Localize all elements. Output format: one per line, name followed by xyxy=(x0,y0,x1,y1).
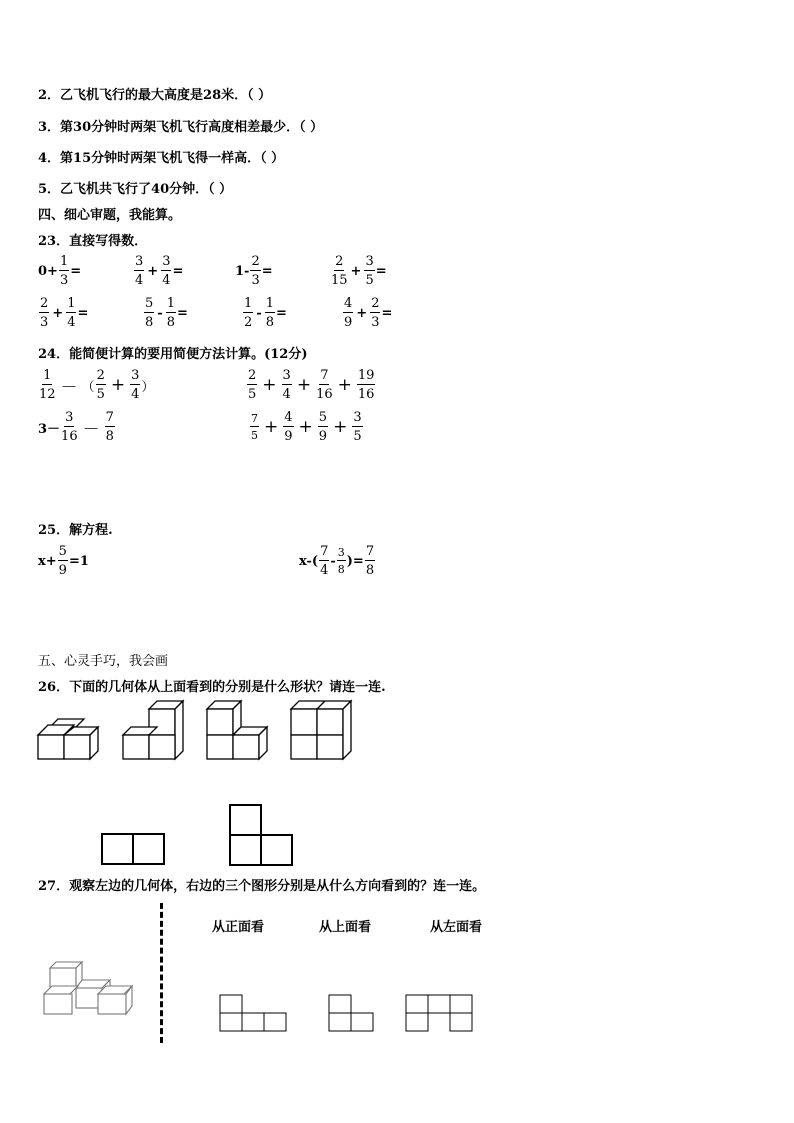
fraction: $\frac{4}{9}$ xyxy=(344,296,353,330)
fraction: $\frac{1}{12}$ xyxy=(39,368,56,402)
judge-item-2: 2．乙飞机飞行的最大高度是28米．（ ） xyxy=(38,88,272,103)
fraction: $\frac{3}{5}$ xyxy=(353,410,362,444)
q23-r1-c: 1- $\frac{2}{3}$ = xyxy=(235,254,273,288)
fraction: $\frac{3}{4}$ xyxy=(162,254,171,288)
fraction: $\frac{2}{15}$ xyxy=(331,254,348,288)
q25-title: 25．解方程. xyxy=(38,523,113,538)
q27-solid xyxy=(42,958,140,1018)
fraction: $\frac{2}{3}$ xyxy=(371,296,380,330)
q27-label-front: 从正面看 xyxy=(212,920,265,935)
fraction: $\frac{7}{5}$ xyxy=(251,412,258,442)
q24-expr-2: $\frac{2}{5}$ + $\frac{3}{4}$ + $\frac{7}{16}$ + $\frac{19}{16}$ xyxy=(248,368,375,402)
fraction: $\frac{1}{2}$ xyxy=(244,296,253,330)
q23-r2-a: $\frac{2}{3}$ + $\frac{1}{4}$ = xyxy=(40,296,89,330)
q27-view-a xyxy=(219,994,289,1034)
fraction: $\frac{2}{5}$ xyxy=(96,368,105,402)
q27-label-left: 从左面看 xyxy=(430,920,483,935)
q25-equation-2: x-( $\frac{7}{4}$ - $\frac{3}{8}$ )= $\frac{7}{8}$ xyxy=(299,544,375,578)
section-5-title: 五、心灵手巧，我会画 xyxy=(38,654,169,669)
q26-solid-2 xyxy=(121,699,185,763)
fraction: $\frac{5}{8}$ xyxy=(145,296,154,330)
q26-solid-1 xyxy=(36,715,102,763)
q23-r1-a: 0+ $\frac{1}{3}$ = xyxy=(38,254,82,288)
judge-item-5: 5．乙飞机共飞行了40分钟．（ ） xyxy=(38,182,233,197)
fraction: $\frac{7}{8}$ xyxy=(105,410,114,444)
q24-expr-3: 3－ $\frac{3}{16}$ － $\frac{7}{8}$ xyxy=(38,410,114,444)
fraction: $\frac{2}{3}$ xyxy=(251,254,260,288)
q24-expr-1: $\frac{1}{12}$ － （ $\frac{2}{5}$ + $\frac{3}{4}$ ） xyxy=(39,368,155,402)
fraction: $\frac{5}{9}$ xyxy=(58,544,67,578)
section-4-title: 四、细心审题，我能算。 xyxy=(38,208,182,223)
fraction: $\frac{3}{4}$ xyxy=(131,368,140,402)
q23-r2-b: $\frac{5}{8}$ - $\frac{1}{8}$ = xyxy=(145,296,188,330)
fraction: $\frac{2}{3}$ xyxy=(40,296,49,330)
q23-r1-d: $\frac{2}{15}$ + $\frac{3}{5}$ = xyxy=(331,254,387,288)
q24-title: 24．能简便计算的要用简便方法计算。(12分) xyxy=(38,347,308,362)
q26-solid-3 xyxy=(205,699,269,763)
q25-equation-1: x+ $\frac{5}{9}$ =1 xyxy=(38,544,89,578)
fraction: $\frac{1}{3}$ xyxy=(59,254,69,288)
q23-r1-b: $\frac{3}{4}$ + $\frac{3}{4}$ = xyxy=(135,254,184,288)
fraction: $\frac{3}{16}$ xyxy=(61,410,78,444)
q26-view-l-shape xyxy=(228,803,294,867)
fraction: $\frac{7}{16}$ xyxy=(316,368,333,402)
q23-r2-c: $\frac{1}{2}$ - $\frac{1}{8}$ = xyxy=(244,296,287,330)
fraction: $\frac{7}{4}$ xyxy=(320,544,329,578)
q27-label-top: 从上面看 xyxy=(319,920,372,935)
fraction: $\frac{5}{9}$ xyxy=(318,410,328,444)
fraction: $\frac{2}{5}$ xyxy=(248,368,257,402)
q26-solid-4 xyxy=(289,699,353,763)
fraction: $\frac{3}{4}$ xyxy=(135,254,144,288)
q27-dashed-divider xyxy=(160,903,163,1043)
q24-expr-4: $\frac{7}{5}$ + $\frac{4}{9}$ + $\frac{5}{9}$ + $\frac{3}{5}$ xyxy=(251,410,362,444)
fraction: $\frac{1}{4}$ xyxy=(67,296,76,330)
q27-title: 27．观察左边的几何体，右边的三个图形分别是从什么方向看到的？连一连。 xyxy=(38,879,486,894)
fraction: $\frac{3}{5}$ xyxy=(365,254,374,288)
judge-item-3: 3．第30分钟时两架飞机飞行高度相差最少．（ ） xyxy=(38,120,324,135)
fraction: $\frac{1}{8}$ xyxy=(166,296,175,330)
q23-r2-d: $\frac{4}{9}$ + $\frac{2}{3}$ = xyxy=(344,296,393,330)
fraction: $\frac{19}{16}$ xyxy=(357,368,375,402)
fraction: $\frac{7}{8}$ xyxy=(365,544,375,578)
q27-view-c xyxy=(405,994,477,1034)
q26-view-two-squares xyxy=(100,832,166,866)
q27-view-b xyxy=(328,994,378,1034)
q23-title: 23．直接写得数． xyxy=(38,234,148,249)
judge-item-4: 4．第15分钟时两架飞机飞得一样高．（ ） xyxy=(38,151,285,166)
fraction: $\frac{1}{8}$ xyxy=(265,296,274,330)
fraction: $\frac{3}{4}$ xyxy=(282,368,291,402)
fraction: $\frac{3}{8}$ xyxy=(337,546,345,576)
fraction: $\frac{4}{9}$ xyxy=(284,410,293,444)
q26-title: 26．下面的几何体从上面看到的分别是什么形状？请连一连. xyxy=(38,680,386,695)
